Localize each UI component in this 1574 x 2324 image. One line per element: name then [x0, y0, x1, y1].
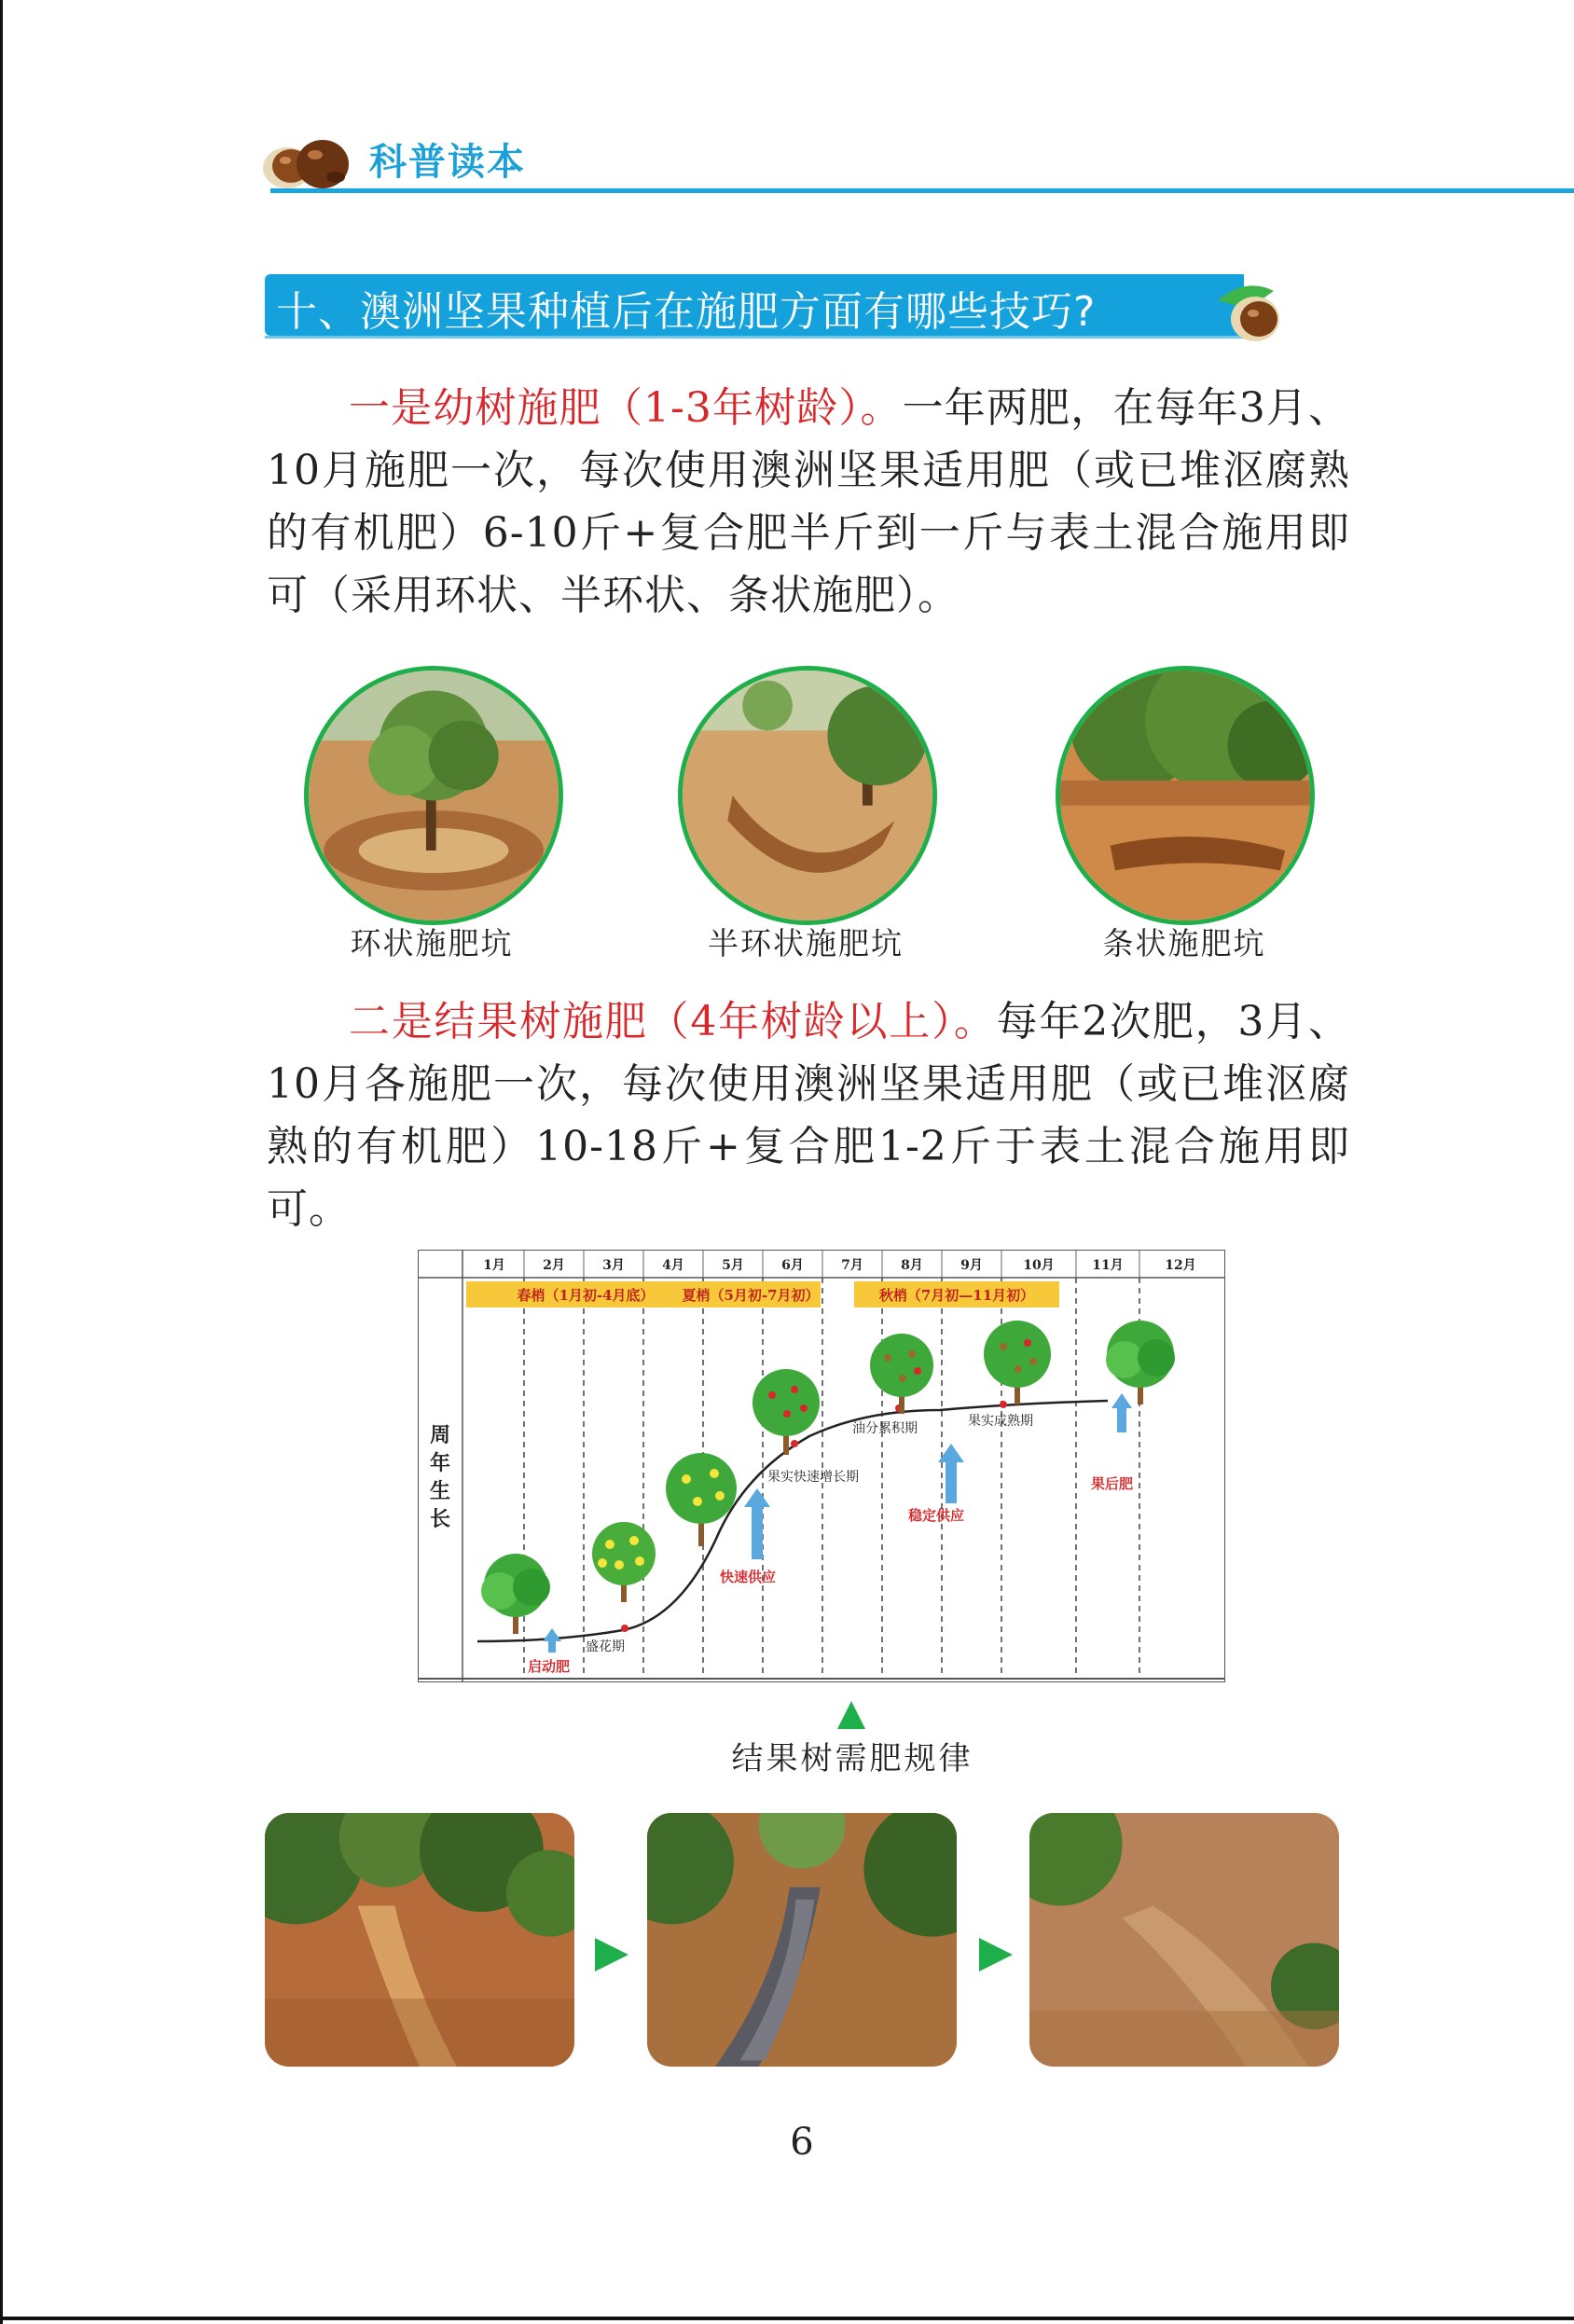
stage-label: 盛花期	[586, 1639, 625, 1654]
month-label: 3月	[602, 1258, 625, 1273]
stage-point	[621, 1625, 628, 1632]
header-title: 科普读本	[369, 141, 526, 184]
photo-trench-filled	[647, 1813, 957, 2067]
month-label: 4月	[662, 1258, 684, 1273]
stage-point	[791, 1440, 798, 1447]
macadamia-nuts-icon	[261, 131, 354, 192]
stage-point	[1000, 1401, 1007, 1408]
month-label: 1月	[483, 1258, 505, 1273]
paragraph-lead: 二是结果树施肥（4年树龄以上）。	[349, 998, 997, 1045]
paragraph-young-tree	[267, 377, 1350, 627]
photo-ring-pit	[304, 666, 563, 925]
month-label: 11月	[1092, 1258, 1124, 1273]
header-rule	[270, 188, 1574, 193]
page-border-bottom	[0, 2317, 1574, 2320]
season-label: 夏梢（5月初-7月初）	[682, 1287, 820, 1304]
photo-caption: 半环状施肥坑	[708, 925, 904, 961]
photo-trench-covered	[1029, 1813, 1339, 2067]
page-number: 6	[790, 2121, 814, 2164]
month-label: 9月	[960, 1258, 983, 1273]
month-label: 6月	[781, 1258, 804, 1273]
stage-label: 油分累积期	[852, 1421, 918, 1436]
fertilizer-demand-chart	[418, 1250, 1225, 1682]
next-step-arrow-icon	[595, 1938, 628, 1971]
action-label: 果后肥	[1091, 1475, 1134, 1492]
chart-caption: 结果树需肥规律	[731, 1740, 973, 1778]
action-label: 启动肥	[528, 1658, 571, 1675]
photo-trench-dig	[265, 1813, 574, 2067]
y-axis-label: 长	[429, 1508, 451, 1531]
macadamia-nut-icon	[1208, 272, 1292, 347]
month-label: 8月	[901, 1258, 923, 1273]
paragraph-fruiting-tree	[267, 990, 1350, 1240]
photo-half-ring-pit	[678, 666, 937, 925]
photo-caption: 条状施肥坑	[1102, 925, 1266, 961]
photo-caption: 环状施肥坑	[350, 925, 514, 961]
section-title: 十、澳洲坚果种植后在施肥方面有哪些技巧?	[276, 288, 1097, 336]
paragraph-body: 一年两肥，在每年3月、10月施肥一次，每次使用澳洲坚果适用肥（或已堆沤腐熟的有机肥）6-10斤+复合肥半斤到一斤与表土混合施用即可（采用环状、半环状、条状施肥）。	[267, 384, 1350, 619]
caption-pointer-icon	[837, 1701, 865, 1729]
month-label: 7月	[841, 1258, 863, 1273]
month-label: 5月	[722, 1258, 744, 1273]
next-step-arrow-icon	[979, 1938, 1013, 1971]
y-axis-label: 生	[429, 1480, 451, 1503]
season-label: 春梢（1月初-4月底）	[517, 1287, 655, 1304]
action-label: 快速供应	[720, 1569, 777, 1585]
paragraph-body: 每年2次肥，3月、10月各施肥一次，每次使用澳洲坚果适用肥（或已堆沤腐熟的有机肥）10-18斤+复合肥1-2斤于表土混合施用即可。	[267, 998, 1350, 1233]
page-border-left	[0, 0, 3, 2324]
month-label: 10月	[1023, 1258, 1055, 1273]
y-axis-label: 周	[429, 1424, 451, 1447]
y-axis-label: 年	[429, 1452, 451, 1475]
season-label: 秋梢（7月初—11月初）	[878, 1287, 1035, 1304]
action-label: 稳定供应	[908, 1507, 965, 1524]
stage-label: 果实成熟期	[968, 1414, 1033, 1429]
month-label: 12月	[1165, 1258, 1196, 1273]
stage-label: 果实快速增长期	[767, 1470, 859, 1485]
photo-strip-pit	[1056, 666, 1315, 925]
paragraph-lead: 一是幼树施肥（1-3年树龄）。	[349, 384, 903, 432]
month-label: 2月	[543, 1258, 565, 1273]
